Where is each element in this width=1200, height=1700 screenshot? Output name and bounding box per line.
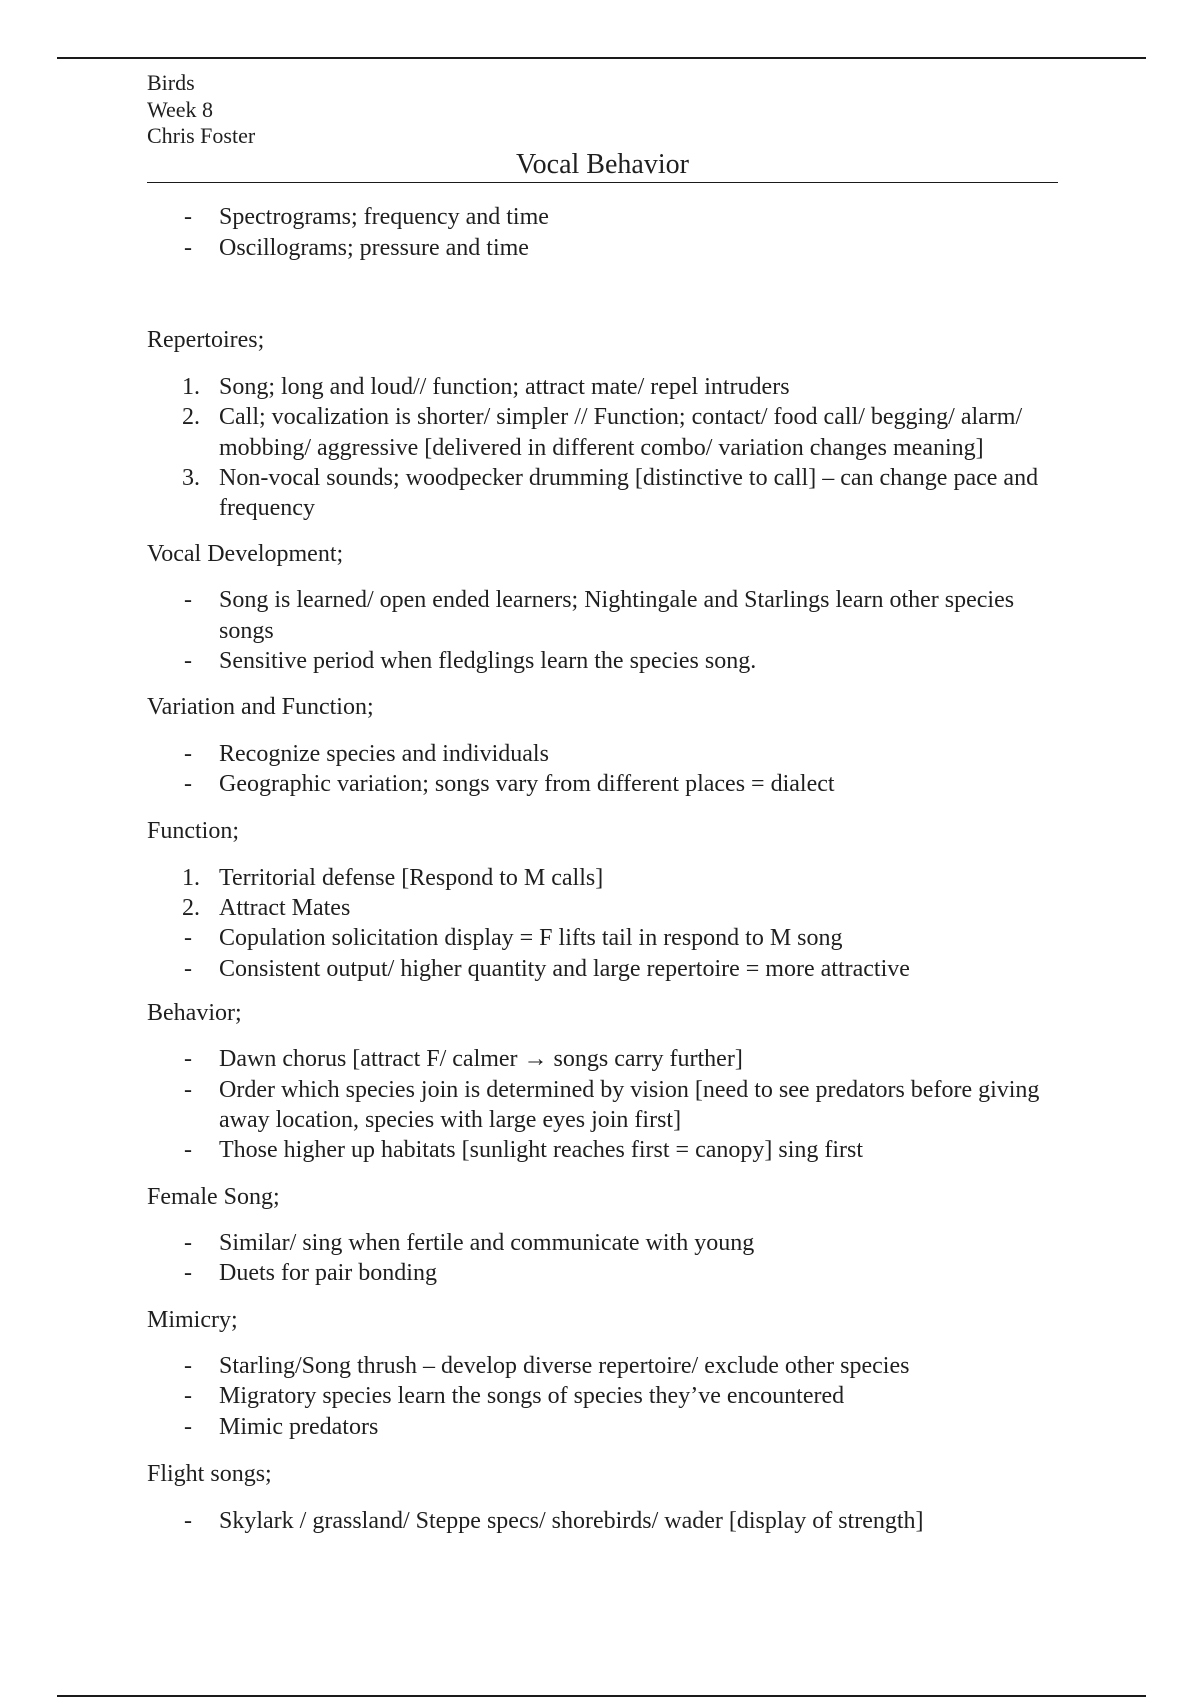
list-marker: - [184,770,192,797]
bullet-list [147,202,1063,263]
list-item [147,954,1063,984]
list-item [147,646,1063,676]
list-marker: - [184,925,192,952]
list-item [147,1228,1063,1258]
top-rule [57,57,1146,59]
list-item [147,372,1063,402]
bullet-list [147,1351,1063,1442]
list-item-text: Recognize species and individuals [219,740,549,767]
list-marker: - [184,1260,192,1287]
list-item [147,233,1063,263]
list-marker: - [184,1076,192,1103]
list-item [147,1258,1063,1288]
section-heading: Function; [147,818,240,844]
list-item [147,402,1063,463]
list-item-text: Dawn chorus [attract F/ calmer → songs carry further] [219,1046,743,1073]
section-mimicry [147,1305,1063,1443]
list-item-text: Call; vocalization is shorter/ simpler // Function; contact/ food call/ begging/ alarm/ mobbing/ aggressive [delivered in different combo/ variation changes meaning] [219,404,1023,461]
list-marker: - [184,1353,192,1380]
list-marker: 1. [182,374,200,401]
bullet-list [147,739,1063,800]
list-item-text: Oscillograms; pressure and time [219,234,529,261]
list-item [147,1044,1063,1074]
list-item [147,1351,1063,1381]
bottom-rule [57,1695,1146,1697]
section-vocal-development [147,539,1063,677]
section-repertoires [147,325,1063,523]
bullet-list [147,1044,1063,1165]
list-item [147,1506,1063,1536]
section-heading: Female Song; [147,1183,280,1210]
list-item [147,863,1063,893]
header-author: Chris Foster [147,123,256,149]
section-variation-and-function [147,692,1063,799]
list-item [147,202,1063,232]
bullet-list [147,585,1063,676]
list-marker: - [184,1507,192,1534]
list-item-text: Those higher up habitats [sunlight reaches first = canopy] sing first [219,1137,864,1164]
list-marker: 2. [182,404,200,431]
bullet-list [147,1506,1063,1536]
page-header [147,70,255,150]
list-item-text: Non-vocal sounds; woodpecker drumming [distinctive to call] – can change pace and frequency [219,464,1039,522]
list-marker: - [184,1137,192,1164]
list-item-text: Spectrograms; frequency and time [219,204,549,231]
list-marker: - [184,587,192,614]
list-item [147,1075,1063,1136]
list-item-text: Consistent output/ higher quantity and large repertoire = more attractive [219,955,910,982]
list-marker: - [184,1383,192,1410]
section-female-song [147,1182,1063,1289]
section-heading: Behavior; [147,999,242,1026]
list-marker: - [184,740,192,767]
document-title: Vocal Behavior [147,148,1058,183]
list-item-text: Migratory species learn the songs of species they’ve encountered [219,1383,845,1410]
list-marker: - [184,234,192,261]
section-heading: Flight songs; [147,1461,272,1487]
list-marker: 2. [182,894,200,921]
section-heading: Mimicry; [147,1306,238,1333]
list-item-text: Attract Mates [219,894,351,921]
list-item-text: Song is learned/ open ended learners; Nightingale and Starlings learn other species songs [219,587,1015,644]
list-item [147,1135,1063,1165]
list-marker: - [184,647,192,674]
list-item [147,1412,1063,1442]
list-item [147,1381,1063,1411]
list-item [147,923,1063,953]
section-heading: Repertoires; [147,327,265,354]
list-marker: - [184,1230,192,1257]
list-marker: - [184,1046,192,1073]
list-item-text: Order which species join is determined by vision [need to see predators before giving away location, species with large eyes join first] [219,1076,1040,1133]
section-heading: Vocal Development; [147,540,344,567]
list-marker: 3. [182,464,200,491]
list-item-text: Sensitive period when fledglings learn the species song. [219,647,757,674]
list-marker: - [184,955,192,982]
section-behavior [147,998,1063,1166]
section-heading: Variation and Function; [147,694,374,720]
list-item [147,893,1063,923]
list-item-text: Skylark / grassland/ Steppe specs/ shorebirds/ wader [display of strength] [219,1507,924,1534]
section-function [147,816,1063,984]
bullet-list [147,1228,1063,1289]
numbered-list [147,372,1063,523]
list-item [147,739,1063,769]
header-course: Birds [147,70,195,95]
list-item-text: Duets for pair bonding [219,1260,437,1287]
list-item [147,463,1063,524]
mixed-list [147,863,1063,984]
list-item-text: Starling/Song thrush – develop diverse repertoire/ exclude other species [219,1353,910,1380]
intro-block [147,202,1063,263]
list-item [147,585,1063,646]
list-item-text: Copulation solicitation display = F lifts tail in respond to M song [219,925,843,952]
list-item [147,769,1063,799]
list-item-text: Mimic predators [219,1413,379,1440]
list-item-text: Territorial defense [Respond to M calls] [219,864,604,891]
list-marker: 1. [182,864,200,891]
list-marker: - [184,1413,192,1440]
section-flight-songs [147,1459,1063,1536]
list-item-text: Song; long and loud// function; attract mate/ repel intruders [219,374,790,401]
list-item-text: Similar/ sing when fertile and communicate with young [219,1230,755,1257]
list-item-text: Geographic variation; songs vary from different places = dialect [219,770,835,797]
header-week: Week 8 [147,96,214,122]
list-marker: - [184,204,192,231]
